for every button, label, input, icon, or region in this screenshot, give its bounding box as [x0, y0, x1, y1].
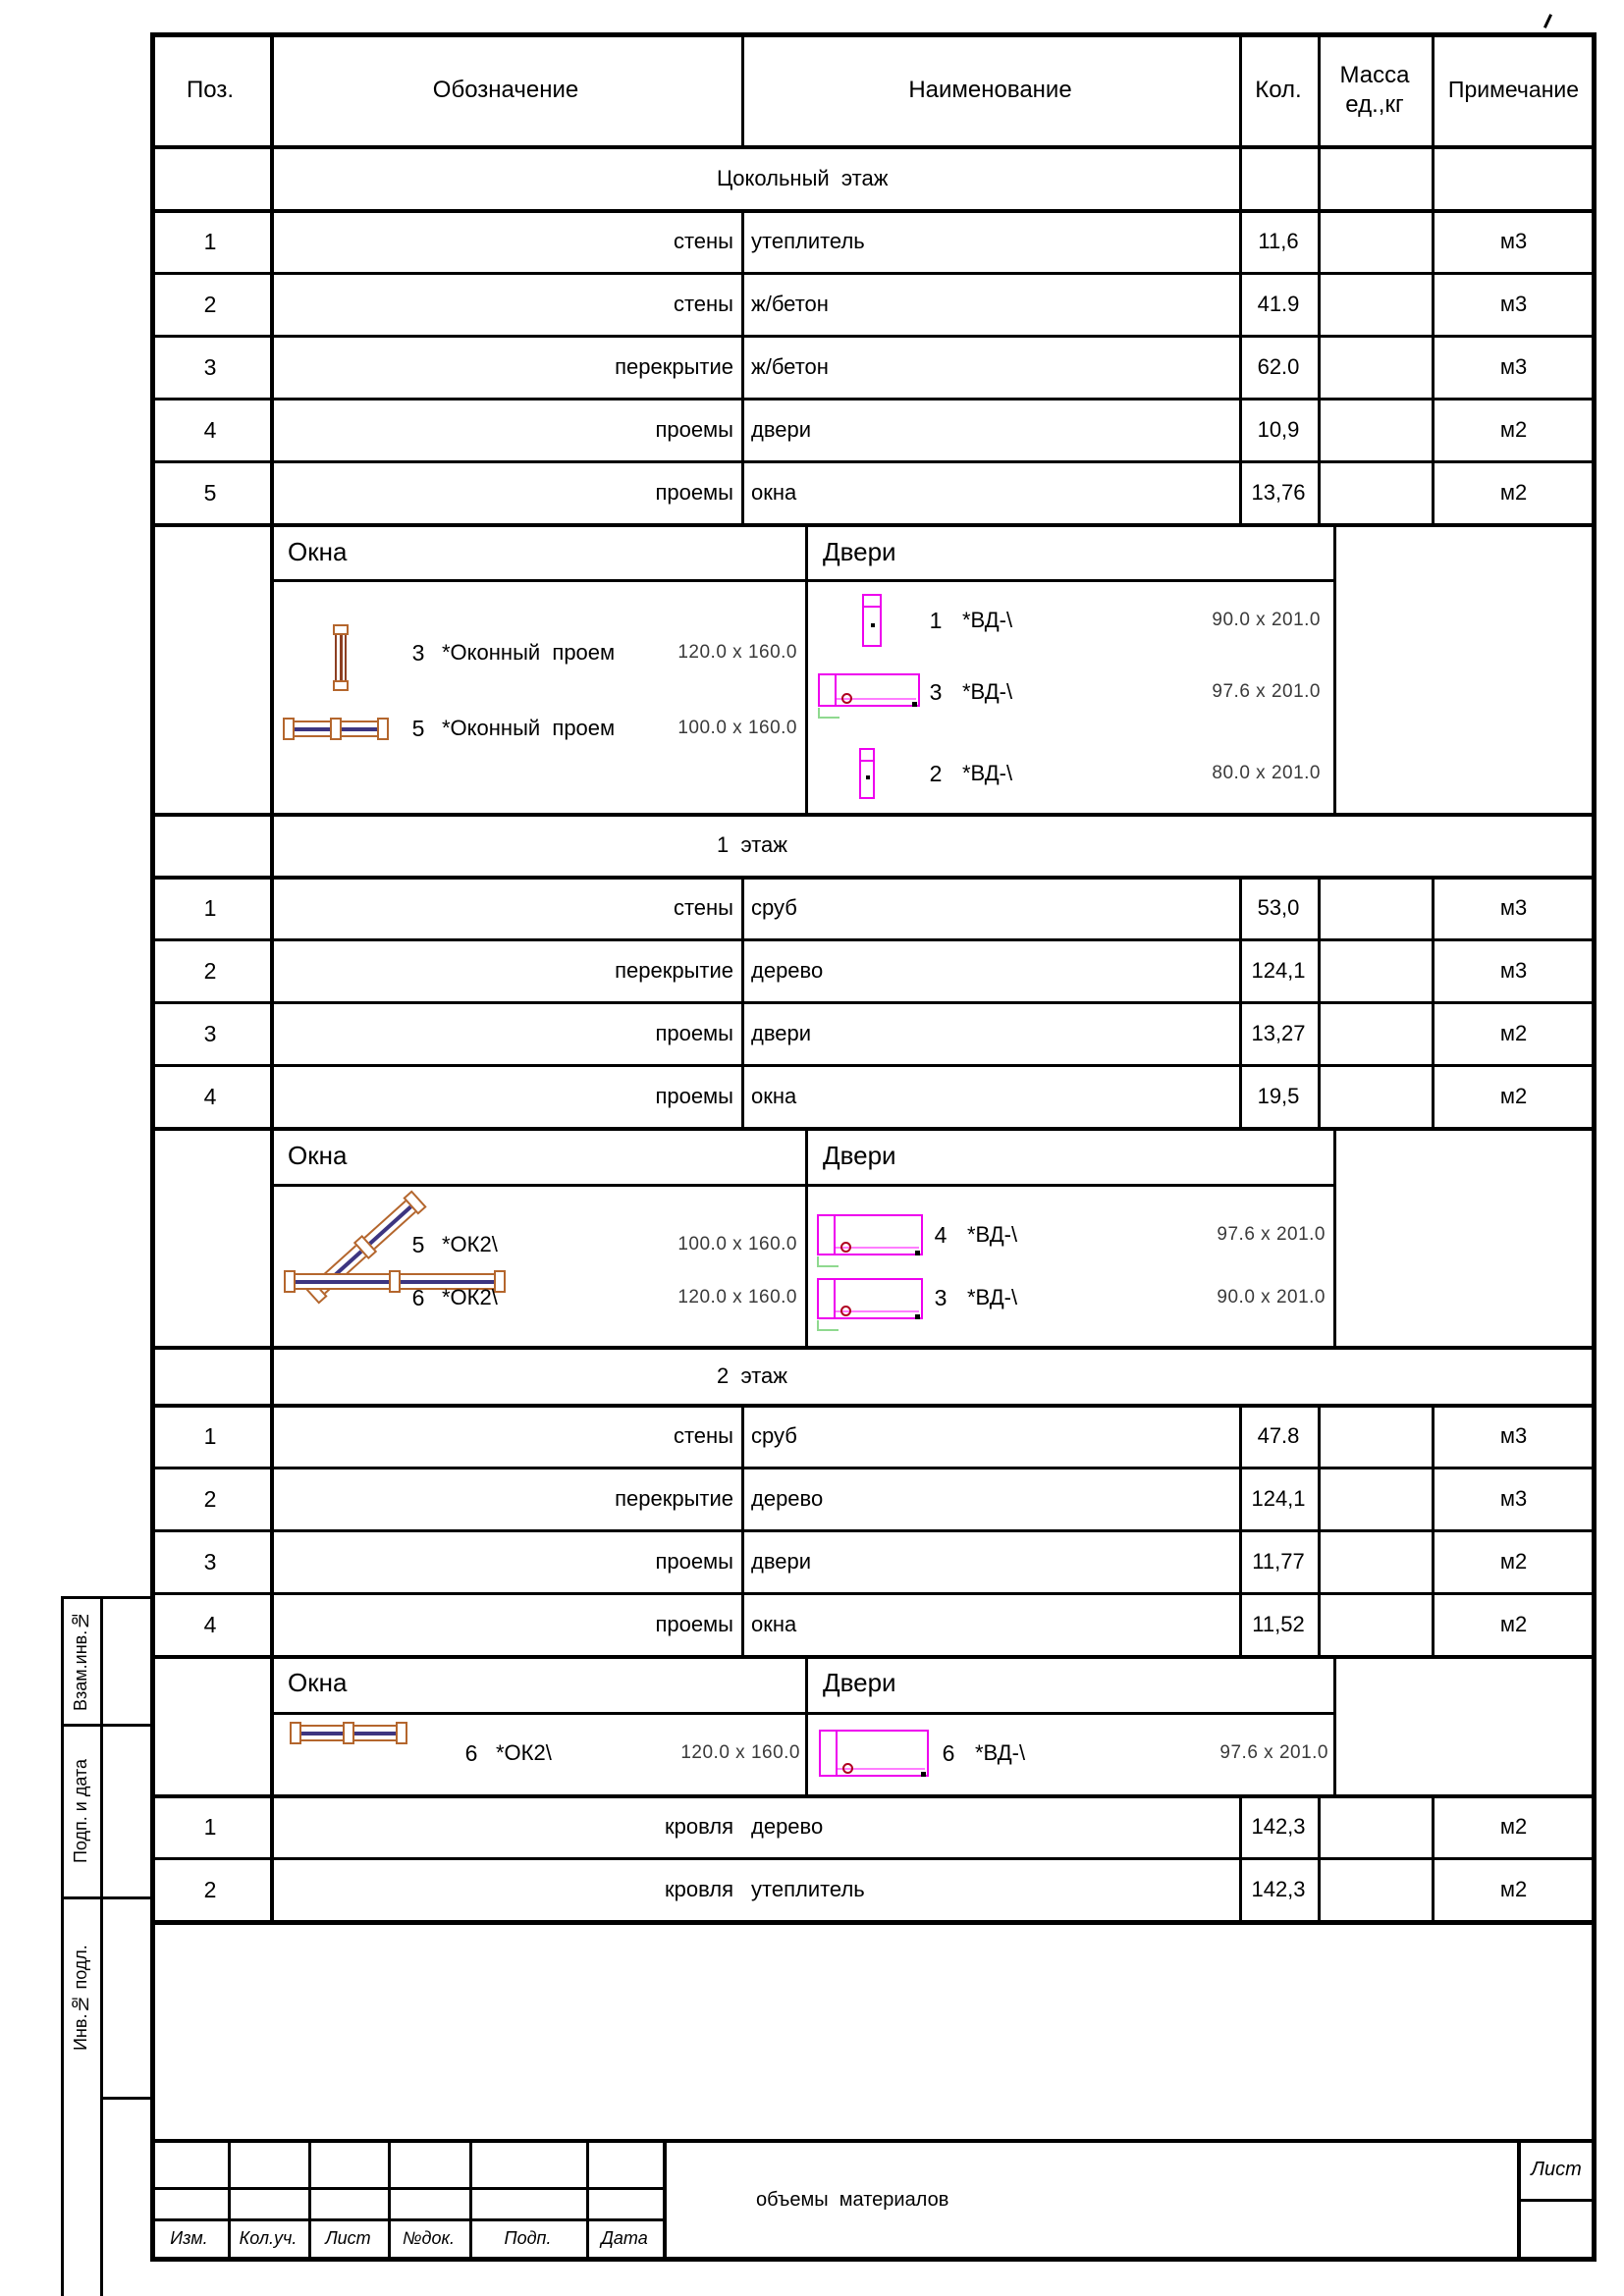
window-cap [343, 1722, 354, 1744]
cell-designation: стены [673, 895, 733, 921]
window-dims: 100.0 x 160.0 [677, 718, 797, 739]
door-dims: 97.6 x 201.0 [1219, 1742, 1328, 1764]
subtable-right-border [1333, 1655, 1336, 1796]
cell-designation: кровля [664, 1814, 733, 1840]
door-dot [915, 1314, 920, 1319]
cell-pos: 4 [203, 1083, 217, 1109]
cell-name: утеплитель [751, 1877, 865, 1902]
cell-qty: 13,76 [1251, 480, 1306, 506]
door-dot [915, 1251, 920, 1255]
cell-name: окна [751, 480, 797, 506]
window-label: *ОК2\ [442, 1285, 498, 1310]
cell-qty: 19,5 [1257, 1084, 1300, 1109]
margin-line [61, 1896, 153, 1899]
cell-unit: м2 [1499, 480, 1528, 506]
col-header-pos: Поз. [187, 76, 234, 103]
door-num: 3 [934, 1284, 947, 1310]
col-line-designation [741, 1404, 744, 1655]
titleblock-line [1517, 2199, 1596, 2202]
door-dims: 97.6 x 201.0 [1217, 1224, 1326, 1246]
subtable-divider [805, 523, 808, 815]
margin-line [61, 1724, 153, 1727]
door-dot [921, 1772, 926, 1777]
titleblock-col-data: Дата [601, 2228, 648, 2249]
cell-name: дерево [751, 1486, 824, 1512]
col-line-qty [1318, 1404, 1321, 1655]
doors-header: Двери [823, 1668, 896, 1698]
door-leaf [821, 1732, 838, 1775]
door-symbol [819, 1730, 929, 1777]
door-num: 3 [929, 678, 943, 705]
cell-qty: 10,9 [1257, 417, 1300, 443]
door-symbol [859, 748, 875, 799]
section-title-floor2: 2 этаж [717, 1362, 787, 1388]
door-label: *ВД-\ [962, 761, 1013, 786]
window-label: *Оконный проем [442, 716, 616, 741]
window-label: *Оконный проем [442, 640, 616, 666]
cell-qty: 11,6 [1258, 229, 1299, 254]
window-dims: 100.0 x 160.0 [677, 1234, 797, 1255]
door-dot [912, 702, 917, 707]
cell-name: окна [751, 1084, 797, 1109]
section-title-floor1: 1 этаж [717, 832, 787, 858]
cell-designation: проемы [655, 1612, 733, 1637]
cell-designation: стены [673, 1423, 733, 1449]
cell-designation: проемы [655, 480, 733, 506]
cell-pos: 1 [203, 894, 217, 921]
cell-name: сруб [751, 1423, 797, 1449]
door-label: *ВД-\ [975, 1740, 1026, 1766]
titleblock-col-list: Лист [325, 2228, 371, 2249]
green-tick-marker [817, 1256, 839, 1267]
window-cap [330, 718, 342, 740]
doors-header: Двери [823, 1140, 896, 1170]
window-cap [290, 1722, 301, 1744]
door-symbol [862, 594, 882, 647]
cell-designation: перекрытие [615, 354, 733, 380]
window-cap [333, 624, 349, 635]
window-cap [333, 680, 349, 691]
cell-pos: 1 [203, 228, 217, 254]
door-leaf [820, 675, 837, 705]
col-line-designation [741, 876, 744, 1127]
section-title-basement: Цокольный этаж [717, 165, 889, 190]
door-label: *ВД-\ [967, 1285, 1018, 1310]
door-leaf [819, 1280, 836, 1317]
cell-unit: м2 [1499, 1612, 1528, 1637]
document-title: объемы материалов [756, 2188, 949, 2211]
cell-unit: м3 [1499, 958, 1528, 984]
window-cap [284, 1270, 296, 1293]
cell-name: окна [751, 1612, 797, 1637]
col-header-designation: Обозначение [432, 76, 579, 103]
cell-qty: 41.9 [1257, 292, 1300, 317]
window-num: 5 [411, 1231, 425, 1257]
window-num: 5 [411, 715, 425, 741]
titleblock-col-izm: Изм. [170, 2228, 208, 2249]
red-ring-marker [840, 1242, 851, 1253]
door-num: 6 [942, 1739, 955, 1766]
door-symbol [817, 1278, 923, 1319]
mass-line2: ед.,кг [1345, 90, 1404, 118]
titleblock-line [150, 2139, 1597, 2143]
red-ring-marker [841, 693, 852, 704]
cell-pos: 1 [203, 1813, 217, 1840]
door-cap [859, 748, 875, 762]
cell-unit: м2 [1499, 1084, 1528, 1109]
margin-line [61, 1596, 153, 1599]
red-ring-marker [840, 1306, 851, 1316]
windows-header: Окна [288, 1140, 348, 1170]
col-header-qty: Кол. [1255, 76, 1302, 103]
cell-designation: кровля [664, 1877, 733, 1902]
cell-unit: м3 [1499, 1486, 1528, 1512]
cell-designation: проемы [655, 1021, 733, 1046]
cell-unit: м2 [1499, 417, 1528, 443]
door-symbol [818, 673, 920, 707]
windows-header: Окна [288, 1668, 348, 1698]
window-label: *ОК2\ [496, 1740, 552, 1766]
door-symbol [817, 1214, 923, 1255]
cell-qty: 47.8 [1257, 1423, 1300, 1449]
subtable-divider [805, 1655, 808, 1796]
col-line-designation [741, 209, 744, 523]
cell-qty: 11,52 [1252, 1612, 1305, 1637]
cell-unit: м3 [1499, 895, 1528, 921]
door-num: 1 [929, 607, 943, 633]
margin-stamp-replace-inv: Взам.инв.№ [71, 1610, 90, 1712]
window-num: 3 [411, 639, 425, 666]
cell-qty: 13,27 [1251, 1021, 1306, 1046]
green-tick-marker [818, 708, 839, 719]
cell-name: двери [751, 417, 812, 443]
row-line [150, 1920, 1597, 1925]
subtable-header-line [270, 1184, 1336, 1187]
door-leaf [819, 1216, 836, 1254]
cell-pos: 3 [203, 1020, 217, 1046]
cell-pos: 2 [203, 291, 217, 317]
cell-qty: 53,0 [1257, 895, 1300, 921]
frame-bottom [150, 2257, 1597, 2262]
cell-name: двери [751, 1021, 812, 1046]
cell-unit: м2 [1499, 1021, 1528, 1046]
cell-name: двери [751, 1549, 812, 1575]
cell-qty: 142,3 [1251, 1814, 1306, 1840]
door-dot [871, 623, 875, 627]
mass-line1: Масса [1339, 62, 1410, 89]
cell-designation: стены [673, 229, 733, 254]
window-cap [377, 718, 389, 740]
cell-pos: 5 [203, 479, 217, 506]
col-header-note: Примечание [1447, 77, 1580, 103]
titleblock-col-koluch: Кол.уч. [239, 2228, 298, 2249]
door-label: *ВД-\ [967, 1222, 1018, 1248]
subtable-header-line [270, 579, 1336, 582]
cell-pos: 1 [203, 1422, 217, 1449]
door-label: *ВД-\ [962, 608, 1013, 633]
sheet-label: Лист [1531, 2159, 1582, 2180]
windows-header: Окна [288, 536, 348, 566]
subtable-right-border [1333, 523, 1336, 815]
cell-designation: стены [673, 292, 733, 317]
cell-unit: м3 [1499, 292, 1528, 317]
window-label: *ОК2\ [442, 1232, 498, 1257]
window-num: 6 [464, 1739, 478, 1766]
col-header-name: Наименование [908, 76, 1072, 103]
cell-unit: м3 [1499, 354, 1528, 380]
subtable-header-line [270, 1712, 1336, 1715]
red-ring-marker [842, 1763, 853, 1774]
cell-pos: 3 [203, 353, 217, 380]
cell-qty: 124,1 [1251, 958, 1306, 984]
cell-pos: 2 [203, 957, 217, 984]
cell-designation: перекрытие [615, 1486, 733, 1512]
cell-qty: 142,3 [1251, 1877, 1306, 1902]
cell-name: сруб [751, 895, 797, 921]
col-line-qty [1318, 1794, 1321, 1920]
door-num: 2 [929, 760, 943, 786]
door-label: *ВД-\ [962, 679, 1013, 705]
titleblock-vline [663, 2139, 667, 2257]
cell-unit: м2 [1499, 1877, 1528, 1902]
window-cap [396, 1722, 407, 1744]
cell-unit: м3 [1499, 229, 1528, 254]
margin-stamp-sign-date: Подп. и дата [71, 1758, 90, 1864]
cell-qty: 62.0 [1257, 354, 1300, 380]
window-dims: 120.0 x 160.0 [677, 642, 797, 664]
margin-line [100, 2097, 153, 2100]
door-dims: 97.6 x 201.0 [1212, 681, 1321, 703]
window-num: 6 [411, 1284, 425, 1310]
window-dims: 120.0 x 160.0 [677, 1287, 797, 1308]
door-dims: 90.0 x 201.0 [1212, 610, 1321, 631]
subtable-divider [805, 1127, 808, 1348]
col-line-qty [1318, 876, 1321, 1127]
window-cap [389, 1270, 401, 1293]
cell-name: ж/бетон [751, 292, 829, 317]
cell-pos: 3 [203, 1548, 217, 1575]
cell-pos: 4 [203, 1611, 217, 1637]
cell-qty: 124,1 [1251, 1486, 1306, 1512]
corner-tick [1543, 14, 1552, 28]
cell-unit: м2 [1499, 1814, 1528, 1840]
door-cap [862, 594, 882, 608]
door-num: 4 [934, 1221, 947, 1248]
titleblock-col-ndok: №док. [403, 2228, 455, 2249]
cell-unit: м3 [1499, 1423, 1528, 1449]
window-cap [283, 718, 295, 740]
cell-name: утеплитель [751, 229, 865, 254]
cell-name: дерево [751, 958, 824, 984]
subtable-right-border [1333, 1127, 1336, 1348]
cell-name: ж/бетон [751, 354, 829, 380]
cell-pos: 2 [203, 1485, 217, 1512]
window-dims: 120.0 x 160.0 [680, 1742, 800, 1764]
cell-designation: проемы [655, 1084, 733, 1109]
door-dims: 90.0 x 201.0 [1217, 1287, 1326, 1308]
window-glass [340, 631, 343, 684]
cell-unit: м2 [1499, 1549, 1528, 1575]
cell-pos: 4 [203, 416, 217, 443]
margin-stamp-inv-orig: Инв.№ подл. [71, 1945, 90, 2051]
col-header-mass [1318, 34, 1432, 145]
door-dot [866, 775, 870, 779]
window-symbol [285, 721, 387, 737]
cell-designation: проемы [655, 1549, 733, 1575]
cell-pos: 2 [203, 1876, 217, 1902]
cell-designation: перекрытие [615, 958, 733, 984]
titleblock-col-podp: Подп. [504, 2228, 552, 2249]
door-dims: 80.0 x 201.0 [1212, 763, 1321, 784]
doors-header: Двери [823, 536, 896, 566]
window-symbol [335, 626, 347, 689]
cell-qty: 11,77 [1252, 1549, 1305, 1575]
cell-designation: проемы [655, 417, 733, 443]
cell-name: дерево [751, 1814, 824, 1840]
green-tick-marker [817, 1320, 839, 1331]
window-symbol [292, 1725, 406, 1741]
